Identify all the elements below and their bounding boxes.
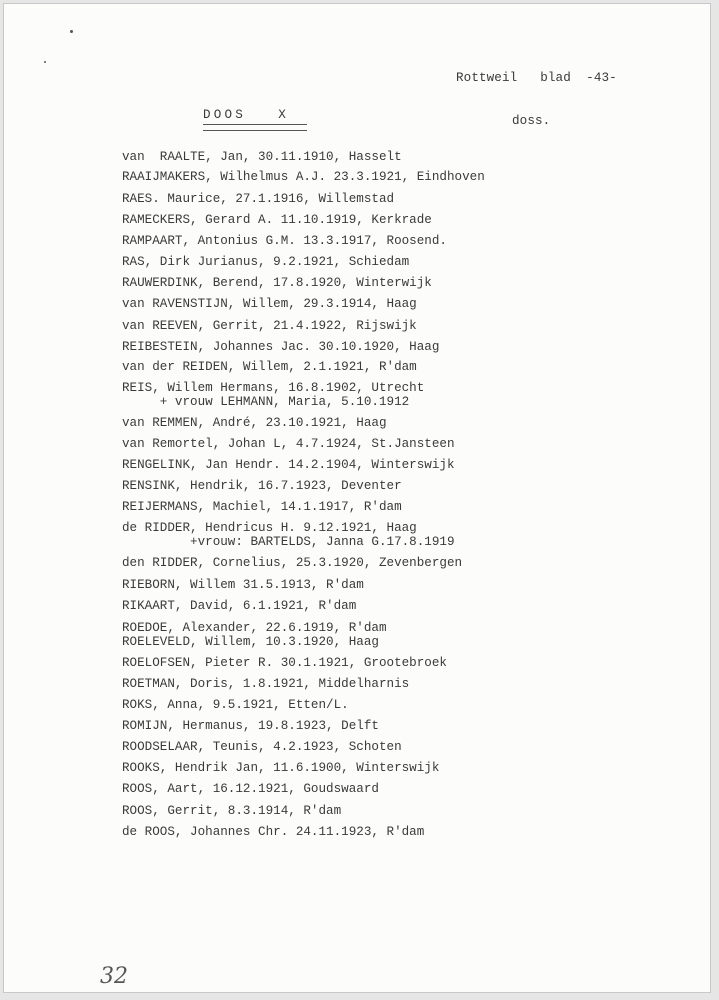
entry-line: RIKAART, David, 6.1.1921, R'dam xyxy=(122,599,357,613)
entry-line: RAAIJMAKERS, Wilhelmus A.J. 23.3.1921, Eindhoven xyxy=(122,170,485,184)
handwritten-note: 32 xyxy=(100,964,128,989)
entry-line: REIS, Willem Hermans, 16.8.1902, Utrecht xyxy=(122,381,425,395)
list-item xyxy=(122,761,439,775)
list-item xyxy=(122,437,455,451)
list-item xyxy=(122,340,439,354)
list-item xyxy=(122,458,455,472)
entry-line: ROELOFSEN, Pieter R. 30.1.1921, Grootebroek xyxy=(122,656,447,670)
list-item xyxy=(122,360,417,374)
speck-mark xyxy=(44,61,46,63)
speck-mark xyxy=(70,30,73,33)
list-item xyxy=(122,381,424,409)
entry-line: van der REIDEN, Willem, 2.1.1921, R'dam xyxy=(122,360,417,374)
list-item xyxy=(122,170,485,184)
entry-line: RAMECKERS, Gerard A. 11.10.1919, Kerkrade xyxy=(122,213,432,227)
entry-line: ROKS, Anna, 9.5.1921, Etten/L. xyxy=(122,698,349,712)
entry-line: ROODSELAAR, Teunis, 4.2.1923, Schoten xyxy=(122,740,402,754)
box-heading-underline xyxy=(203,124,307,131)
list-item xyxy=(122,297,417,311)
entry-line: ROETMAN, Doris, 1.8.1921, Middelharnis xyxy=(122,677,410,691)
entry-subline: ROELEVELD, Willem, 10.3.1920, Haag xyxy=(122,635,379,649)
entry-line: RENSINK, Hendrik, 16.7.1923, Deventer xyxy=(122,479,402,493)
list-item xyxy=(122,719,379,733)
entry-line: van REEVEN, Gerrit, 21.4.1922, Rijswijk xyxy=(122,319,417,333)
list-item xyxy=(122,698,349,712)
list-item xyxy=(122,276,432,290)
entry-line: den RIDDER, Cornelius, 25.3.1920, Zevenbergen xyxy=(122,556,463,570)
entry-line: ROOS, Aart, 16.12.1921, Goudswaard xyxy=(122,782,379,796)
entry-subline: + vrouw LEHMANN, Maria, 5.10.1912 xyxy=(122,395,410,409)
list-item xyxy=(122,556,462,570)
entry-line: van RAALTE, Jan, 30.11.1910, Hasselt xyxy=(122,150,402,164)
list-item xyxy=(122,416,387,430)
list-item xyxy=(122,677,409,691)
list-item xyxy=(122,656,447,670)
entry-line: van Remortel, Johan L, 4.7.1924, St.Jansteen xyxy=(122,437,455,451)
entry-line: de RIDDER, Hendricus H. 9.12.1921, Haag xyxy=(122,521,417,535)
entry-line: ROMIJN, Hermanus, 19.8.1923, Delft xyxy=(122,719,379,733)
page-header-blad: Rottweil blad -43- xyxy=(456,71,617,85)
entry-line: REIBESTEIN, Johannes Jac. 30.10.1920, Haag xyxy=(122,340,440,354)
list-item xyxy=(122,255,409,269)
entry-line: ROOKS, Hendrik Jan, 11.6.1900, Winterswijk xyxy=(122,761,440,775)
entry-subline: +vrouw: BARTELDS, Janna G.17.8.1919 xyxy=(122,535,455,549)
entry-line: RAS, Dirk Jurianus, 9.2.1921, Schiedam xyxy=(122,255,410,269)
entry-line: ROOS, Gerrit, 8.3.1914, R'dam xyxy=(122,804,342,818)
entry-line: RIEBORN, Willem 31.5.1913, R'dam xyxy=(122,578,364,592)
list-item xyxy=(122,150,402,164)
entry-line: RENGELINK, Jan Hendr. 14.2.1904, Winterswijk xyxy=(122,458,455,472)
list-item xyxy=(122,782,379,796)
entry-line: REIJERMANS, Machiel, 14.1.1917, R'dam xyxy=(122,500,402,514)
list-item xyxy=(122,621,387,649)
list-item xyxy=(122,213,432,227)
entry-line: RAUWERDINK, Berend, 17.8.1920, Winterwijk xyxy=(122,276,432,290)
box-heading: DOOS X xyxy=(203,108,290,122)
list-item xyxy=(122,825,424,839)
entry-line: ROEDOE, Alexander, 22.6.1919, R'dam xyxy=(122,621,387,635)
list-item xyxy=(122,599,356,613)
entry-line: de ROOS, Johannes Chr. 24.11.1923, R'dam xyxy=(122,825,425,839)
entry-line: van RAVENSTIJN, Willem, 29.3.1914, Haag xyxy=(122,297,417,311)
entry-line: RAMPAART, Antonius G.M. 13.3.1917, Roosend. xyxy=(122,234,447,248)
entry-line: van REMMEN, André, 23.10.1921, Haag xyxy=(122,416,387,430)
list-item xyxy=(122,500,402,514)
list-item xyxy=(122,740,402,754)
document-page xyxy=(3,3,711,993)
entry-line: RAES. Maurice, 27.1.1916, Willemstad xyxy=(122,192,395,206)
list-item xyxy=(122,479,402,493)
list-item xyxy=(122,804,341,818)
list-item xyxy=(122,578,364,592)
list-item xyxy=(122,319,417,333)
list-item xyxy=(122,234,447,248)
doss-label: doss. xyxy=(512,114,551,128)
list-item xyxy=(122,521,455,549)
list-item xyxy=(122,192,394,206)
